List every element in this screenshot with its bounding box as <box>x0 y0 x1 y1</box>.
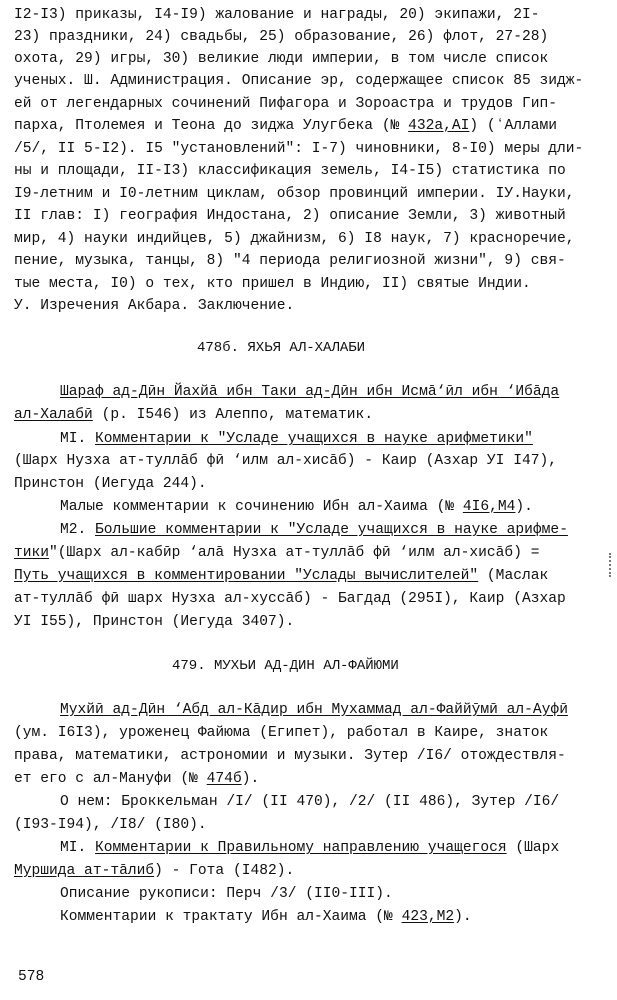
entry-text: (р. I546) из Алеппо, математик. <box>92 407 374 423</box>
entry-478-line-10: ат-туллāб фӣ шарх Нузха ал-хуссāб) - Багдад (295I), Каир (Азхар <box>14 591 566 607</box>
intro-line-4: ученых. Ш. Администрация. Описание эр, содержащее список 85 зидж- <box>14 73 584 89</box>
work-title: Комментарии к "Усладе учащихся в науке арифметики" <box>95 431 533 447</box>
cross-reference-link[interactable]: 432а,АI <box>408 118 470 134</box>
work-number: MI. <box>60 431 96 447</box>
intro-text: ) (ʻАллами <box>469 118 557 134</box>
intro-line-12: пение, музыка, танцы, 8) "4 периода религиозной жизни", 9) свя- <box>14 253 566 269</box>
intro-text: парха, Птолемея и Теона до зиджа Улугбека (№ <box>14 118 409 134</box>
entry-478-line-11: УI I55), Принстон (Иегуда 3407). <box>14 614 295 630</box>
entry-text: ). <box>241 771 260 787</box>
entry-text: (Шарх <box>506 840 560 856</box>
margin-mark <box>609 553 612 577</box>
cross-reference-link[interactable]: 474б <box>206 771 242 787</box>
entry-479-line-10 <box>60 908 472 926</box>
entry-478-line-9 <box>14 567 548 585</box>
entry-479-heading: 479. МУХЬИ АД-ДИН АЛ-ФАЙЮМИ <box>172 658 399 674</box>
entry-479-author-name: Мухйӣ ад-Дӣн ‘Абд ал-Кāдир ибн Мухаммад ал-Файйӯмӣ ал-Ауфӣ <box>60 702 568 718</box>
work-title: Комментарии к Правильному направлению учащегося <box>95 840 507 856</box>
entry-text: ет его с ал-Мануфи (№ <box>14 771 207 787</box>
entry-text: Комментарии к трактату Ибн ал-Хаима (№ <box>60 909 402 925</box>
work-title: Большие комментарии к "Усладе учащихся в науке арифме- <box>95 522 568 538</box>
entry-479-line-6: (I93-I94), /I8/ (I80). <box>14 817 207 833</box>
work-number: M2. <box>60 522 96 538</box>
intro-line-5: ей от легендарных сочинений Пифагора и Зороастра и трудов Гип- <box>14 96 557 112</box>
intro-line-13: тые места, I0) о тех, кто пришел в Индию, II) святые Индии. <box>14 276 531 292</box>
entry-text: (Маслак <box>478 568 549 584</box>
intro-line-1: I2-I3) приказы, I4-I9) жалование и награды, 20) экипажи, 2I- <box>14 7 540 23</box>
intro-line-11: мир, 4) науки индийцев, 5) джайнизм, 6) I8 наук, 7) красноречие, <box>14 231 575 247</box>
entry-text: ) - Гота (I482). <box>154 863 295 879</box>
entry-479-line-5: О нем: Броккельман /I/ (II 470), /2/ (II 486), Зутер /I6/ <box>60 794 560 810</box>
entry-478-heading: 478б. ЯХЬЯ АЛ-ХАЛАБИ <box>197 340 366 356</box>
intro-line-9: I9-летним и I0-летним циклам, обзор провинций империи. IУ.Науки, <box>14 186 575 202</box>
cross-reference-link[interactable]: 423,М2 <box>401 909 455 925</box>
entry-478-line-4: (Шарх Нузха ат-туллāб фӣ ‘илм ал-хисāб) - Каир (Азхар УI I47), <box>14 453 557 469</box>
intro-line-7: /5/, II 5-I2). I5 "установлений": I-7) чиновники, 8-I0) меры дли- <box>14 141 584 157</box>
entry-text: Малые комментарии к сочинению Ибн ал-Хаима (№ <box>60 499 463 515</box>
entry-text: "(Шарх ал-кабӣр ‘алā Нузха ат-туллāб фӣ ‘илм ал-хисāб) = <box>49 545 540 561</box>
work-number: MI. <box>60 840 96 856</box>
work-translation: Путь учащихся в комментировании "Услады вычислителей" <box>14 568 479 584</box>
entry-text: ). <box>515 499 533 515</box>
work-title-end: Муршида ат-тāлиб <box>14 863 155 879</box>
entry-479-line-4 <box>14 770 259 788</box>
entry-478-work-1 <box>60 430 533 448</box>
entry-478-line-6 <box>60 498 533 516</box>
cross-reference-link[interactable]: 4I6,М4 <box>462 499 516 515</box>
page-number: 578 <box>18 969 45 985</box>
entry-478-line-8 <box>14 544 539 562</box>
entry-479-line-9: Описание рукописи: Перч /3/ (II0-III). <box>60 886 393 902</box>
entry-479-line-2: (ум. I6I3), уроженец Файюма (Египет), работал в Каире, знаток <box>14 725 549 741</box>
intro-line-2: 23) праздники, 24) свадьбы, 25) образование, 26) флот, 27-28) <box>14 29 549 45</box>
entry-478-line-2 <box>14 406 373 424</box>
author-nisba: ал-Халабӣ <box>14 407 93 423</box>
entry-478-author-name: Шараф ад-Дӣн Йахйā ибн Таки ад-Дӣн ибн Исмā‘ӣл ибн ‘Ибāда <box>60 384 560 400</box>
work-title-end: тики <box>14 545 50 561</box>
entry-478-work-2 <box>60 521 568 539</box>
entry-479-work-1 <box>60 839 559 857</box>
intro-line-8: ны и площади, II-I3) классификация земель, I4-I5) статистика по <box>14 163 566 179</box>
entry-479-line-8 <box>14 862 294 880</box>
intro-line-14: У. Изречения Акбара. Заключение. <box>14 298 295 314</box>
entry-478-line-5: Принстон (Иегуда 244). <box>14 476 207 492</box>
intro-line-3: охота, 29) игры, 30) великие люди империи, в том числе список <box>14 51 549 67</box>
intro-line-10: II глав: I) география Индостана, 2) описание Земли, 3) животный <box>14 208 566 224</box>
entry-text: ). <box>454 909 472 925</box>
intro-line-6 <box>14 117 557 135</box>
entry-479-line-3: права, математики, астрономии и музыки. Зутер /I6/ отождествля- <box>14 748 566 764</box>
